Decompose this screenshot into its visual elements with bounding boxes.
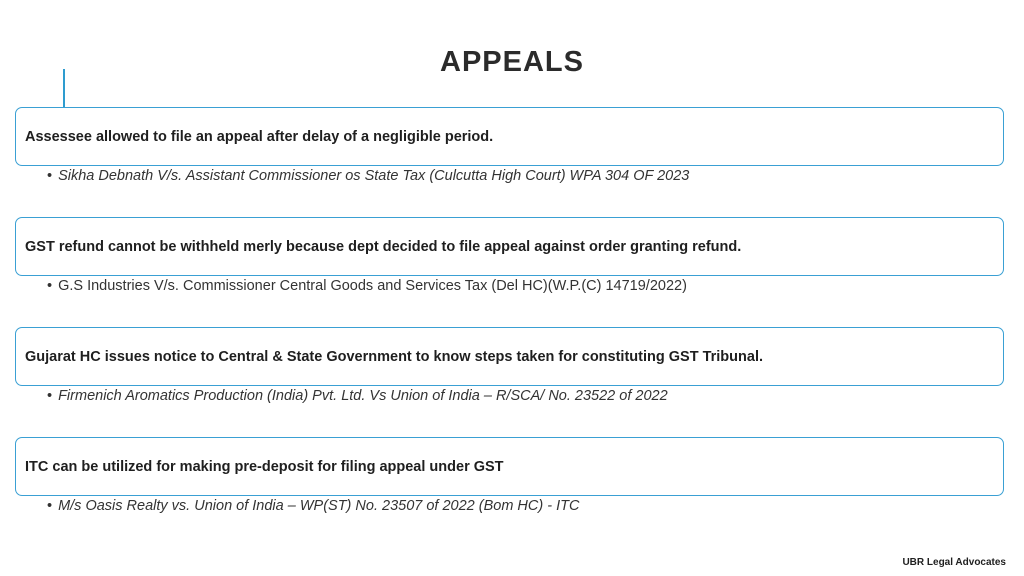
case-citation-text: Sikha Debnath V/s. Assistant Commissioner os State Tax (Culcutta High Court) WPA 304 OF 2023 xyxy=(58,168,690,184)
bullet-marker: • xyxy=(47,498,53,514)
slide-title: APPEALS xyxy=(440,46,584,78)
case-citation xyxy=(15,388,1004,404)
appeal-heading: GST refund cannot be withheld merly because dept decided to file appeal against order granting refund. xyxy=(25,238,742,255)
appeal-item-4 xyxy=(15,437,1004,514)
case-citation-text: M/s Oasis Realty vs. Union of India – WP(ST) No. 23507 of 2022 (Bom HC) - ITC xyxy=(58,498,580,514)
appeal-item-3 xyxy=(15,327,1004,404)
appeal-heading-box xyxy=(15,217,1004,276)
footer-firm-name: UBR Legal Advocates xyxy=(902,557,1006,568)
appeal-heading: Assessee allowed to file an appeal after delay of a negligible period. xyxy=(25,128,494,145)
accent-line xyxy=(63,69,65,107)
bullet-marker: • xyxy=(47,388,53,404)
case-citation xyxy=(15,168,1004,184)
appeal-item-1 xyxy=(15,107,1004,184)
appeal-heading-box xyxy=(15,437,1004,496)
appeal-heading-box xyxy=(15,107,1004,166)
bullet-marker: • xyxy=(47,278,53,294)
bullet-marker: • xyxy=(47,168,53,184)
appeal-heading: Gujarat HC issues notice to Central & State Government to know steps taken for constituting GST Tribunal. xyxy=(25,348,763,365)
appeal-item-2 xyxy=(15,217,1004,294)
appeal-heading: ITC can be utilized for making pre-deposit for filing appeal under GST xyxy=(25,458,504,475)
case-citation xyxy=(15,278,1004,294)
case-citation-text: Firmenich Aromatics Production (India) Pvt. Ltd. Vs Union of India – R/SCA/ No. 23522 of 2022 xyxy=(58,388,668,404)
case-citation xyxy=(15,498,1004,514)
appeal-heading-box xyxy=(15,327,1004,386)
case-citation-text: G.S Industries V/s. Commissioner Central Goods and Services Tax (Del HC)(W.P.(C) 14719/2022) xyxy=(58,278,687,294)
